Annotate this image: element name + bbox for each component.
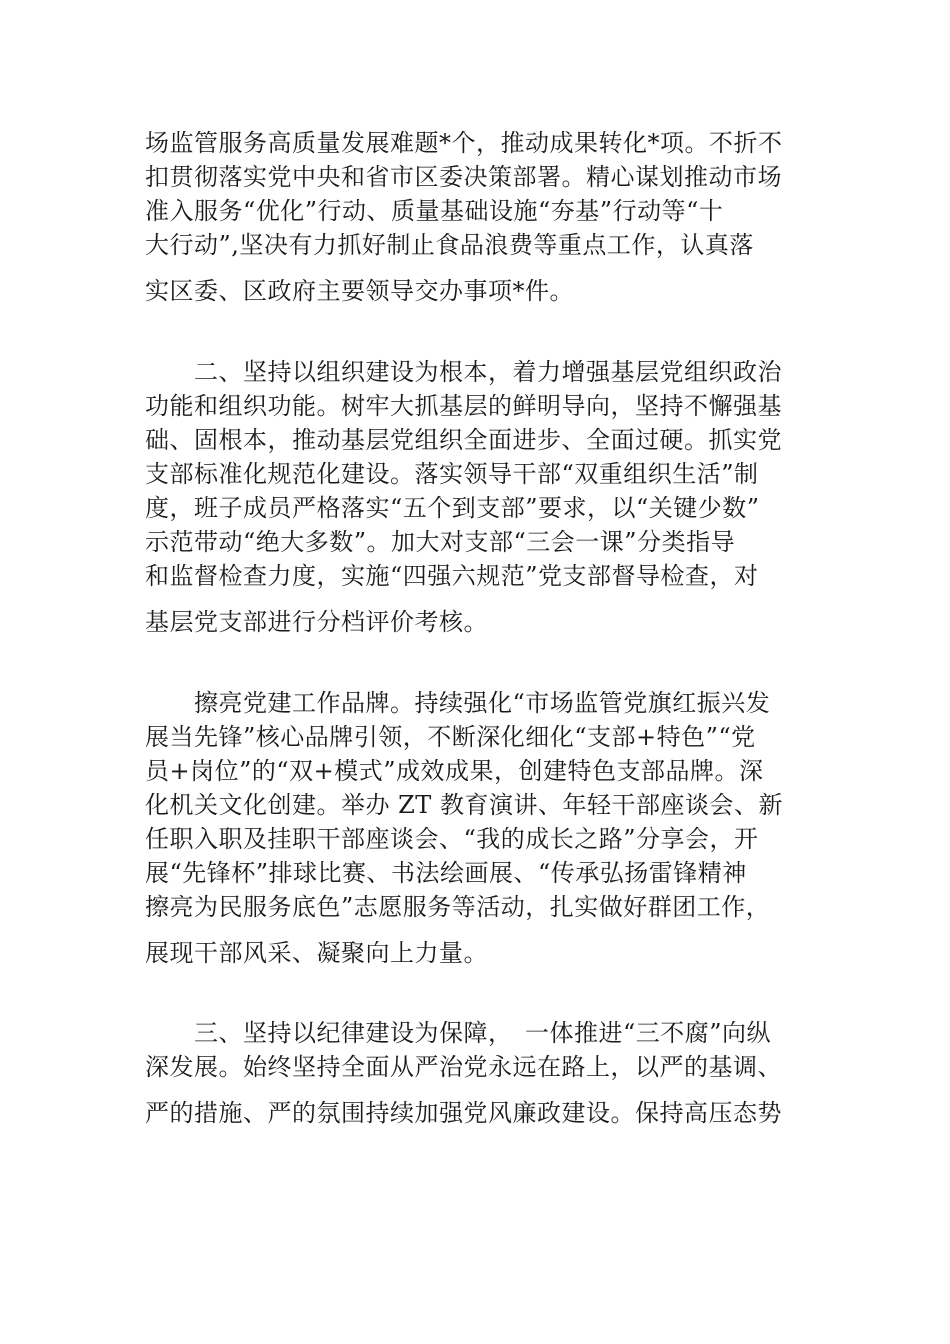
text-line: 功能和组织功能。树牢大抓基层的鲜明导向，坚持不懈强基	[145, 392, 782, 420]
paragraph-2	[145, 355, 805, 639]
text-line: 二、坚持以组织建设为根本，着力增强基层党组织政治	[145, 358, 782, 386]
text-line: 和监督检查力度，实施“四强六规范”党支部督导检查，对	[145, 562, 759, 590]
text-line: 深发展。始终坚持全面从严治党永远在路上，以严的基调、	[145, 1053, 782, 1081]
text-line: 展现干部风采、凝聚向上力量。	[145, 939, 488, 967]
text-line: 化机关文化创建。举办 ZT 教育演讲、年轻干部座谈会、新	[145, 791, 783, 819]
text-line: 严的措施、严的氛围持续加强党风廉政建设。保持高压态势	[145, 1099, 782, 1127]
paragraph-3	[145, 686, 805, 970]
text-line: 场监管服务高质量发展难题*个，推动成果转化*项。不折不	[145, 129, 783, 157]
text-line: 三、坚持以纪律建设为保障， 一体推进“三不腐”向纵	[145, 1019, 772, 1047]
text-line: 擦亮为民服务底色”志愿服务等活动，扎实做好群团工作，	[145, 893, 771, 921]
text-line: 示范带动“绝大多数”。加大对支部“三会一课”分类指导	[145, 528, 736, 556]
text-line: 实区委、区政府主要领导交办事项*件。	[145, 277, 574, 305]
text-line: 支部标准化规范化建设。落实领导干部“双重组织生活”制	[145, 460, 759, 488]
paragraph-4	[145, 1016, 805, 1130]
text-line: 展“先锋杯”排球比赛、书法绘画展、“传承弘扬雷锋精神	[145, 859, 747, 887]
text-line: 准入服务“优化”行动、质量基础设施“夯基”行动等“十	[145, 197, 724, 225]
text-line: 大行动”,坚决有力抓好制止食品浪费等重点工作，认真落	[145, 231, 754, 259]
paragraph-1	[145, 126, 805, 308]
text-line: 扣贯彻落实党中央和省市区委决策部署。精心谋划推动市场	[145, 163, 782, 191]
text-line: 员+岗位”的“双+模式”成效成果，创建特色支部品牌。深	[145, 757, 764, 785]
text-line: 度，班子成员严格落实“五个到支部”要求，以“关键少数”	[145, 494, 760, 522]
text-line: 础、固根本，推动基层党组织全面进步、全面过硬。抓实党	[145, 426, 782, 454]
text-line: 基层党支部进行分档评价考核。	[145, 608, 488, 636]
text-line: 擦亮党建工作品牌。持续强化“市场监管党旗红振兴发	[145, 689, 771, 717]
text-line: 展当先锋”核心品牌引领，不断深化细化“支部+特色”“党	[145, 723, 756, 751]
text-line: 任职入职及挂职干部座谈会、“我的成长之路”分享会，开	[145, 825, 759, 853]
